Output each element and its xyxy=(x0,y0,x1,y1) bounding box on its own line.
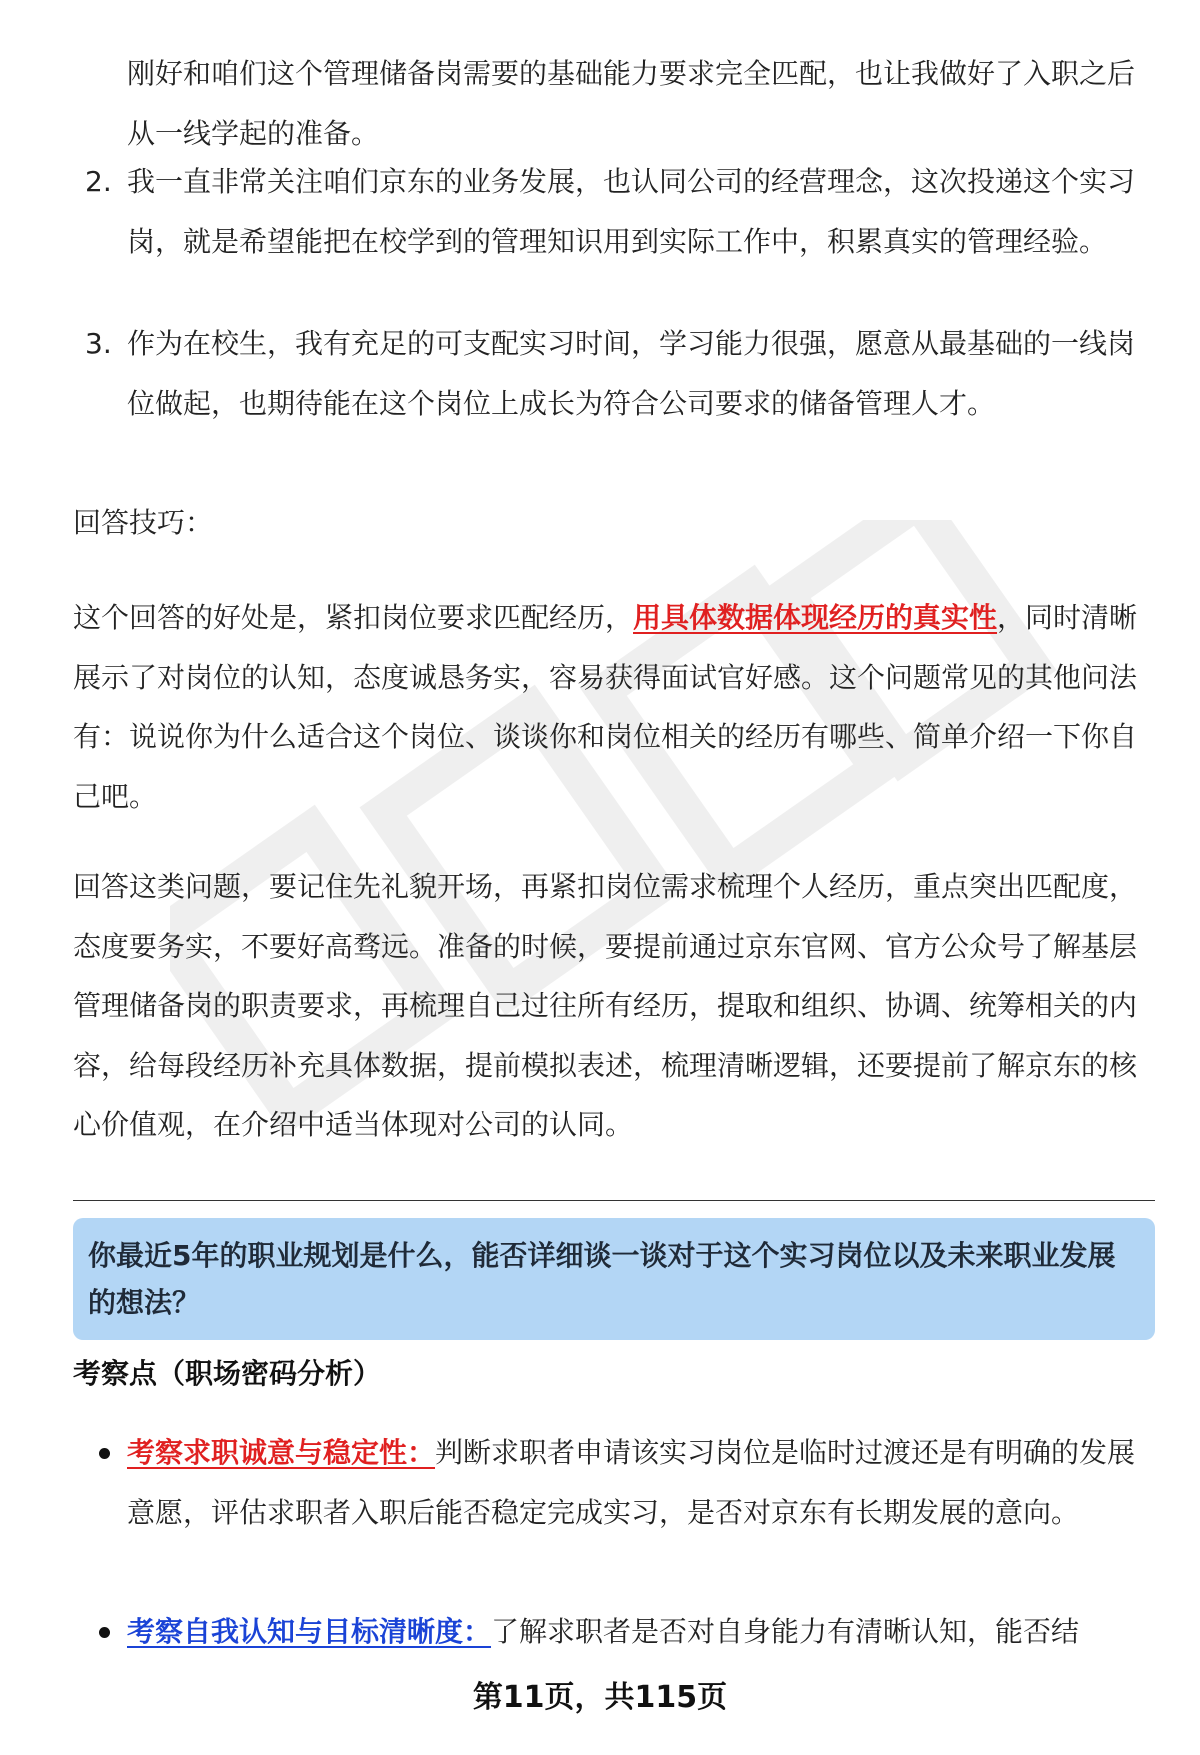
tips-paragraph xyxy=(73,588,1153,826)
list-item-text: 作为在校生，我有充足的可支配实习时间，学习能力很强，愿意从最基础的一线岗位做起，也期待能在这个岗位上成长为符合公司要求的储备管理人才。 xyxy=(127,327,1136,420)
paragraph-text: ，同时清晰展示了对岗位的认知，态度诚恳务实，容易获得面试官好感。这个问题常见的其他问法有：说说你为什么适合这个岗位、谈谈你和岗位相关的经历有哪些、简单介绍一下你自己吧。 xyxy=(73,601,1138,813)
paragraph-text: 这个回答的好处是，紧扣岗位要求匹配经历， xyxy=(73,601,634,634)
section-divider xyxy=(73,1200,1155,1201)
bullet-dot-icon xyxy=(99,1627,110,1638)
bullet-dot-icon xyxy=(99,1448,110,1459)
list-item xyxy=(73,314,1153,433)
bullet-text: 判断求职者申请该实习岗位是临时过渡还是有明确的发展意愿，评估求职者入职后能否稳定完成实习，是否对京东有长期发展的意向。 xyxy=(127,1436,1136,1529)
list-number: 2. xyxy=(85,165,112,198)
bullet-label: 考察求职诚意与稳定性： xyxy=(127,1436,436,1469)
continued-item-text: 刚好和咱们这个管理储备岗需要的基础能力要求完全匹配，也让我做好了入职之后从一线学起的准备。 xyxy=(127,57,1136,150)
tips-label: 回答技巧： xyxy=(73,506,214,539)
section-title: 考察点（职场密码分析） xyxy=(73,1357,382,1390)
list-item xyxy=(73,152,1153,271)
page-number: 第11页，共115页 xyxy=(472,1680,728,1715)
bullet-item xyxy=(73,1602,1153,1662)
list-item-text: 我一直非常关注咱们京东的业务发展，也认同公司的经营理念，这次投递这个实习岗，就是希望能把在校学到的管理知识用到实际工作中，积累真实的管理经验。 xyxy=(127,165,1136,258)
highlight-text: 用具体数据体现经历的真实性 xyxy=(633,601,998,634)
question-box xyxy=(73,1218,1155,1340)
bullet-label: 考察自我认知与目标清晰度： xyxy=(127,1615,492,1648)
bullet-text: 了解求职者是否对自身能力有清晰认知，能否结 xyxy=(491,1615,1080,1648)
advice-paragraph: 回答这类问题，要记住先礼貌开场，再紧扣岗位需求梳理个人经历，重点突出匹配度，态度要务实，不要好高骛远。准备的时候，要提前通过京东官网、官方公众号了解基层管理储备岗的职责要求，再梳理自己过往所有经历，提取和组织、协调、统筹相关的内容，给每段经历补充具体数据，提前模拟表述，梳理清晰逻辑，还要提前了解京东的核心价值观，在介绍中适当体现对公司的认同。 xyxy=(73,870,1138,1141)
bullet-item xyxy=(73,1423,1153,1542)
list-number: 3. xyxy=(85,327,112,360)
question-text: 你最近5年的职业规划是什么，能否详细谈一谈对于这个实习岗位以及未来职业发展的想法？ xyxy=(88,1239,1116,1319)
